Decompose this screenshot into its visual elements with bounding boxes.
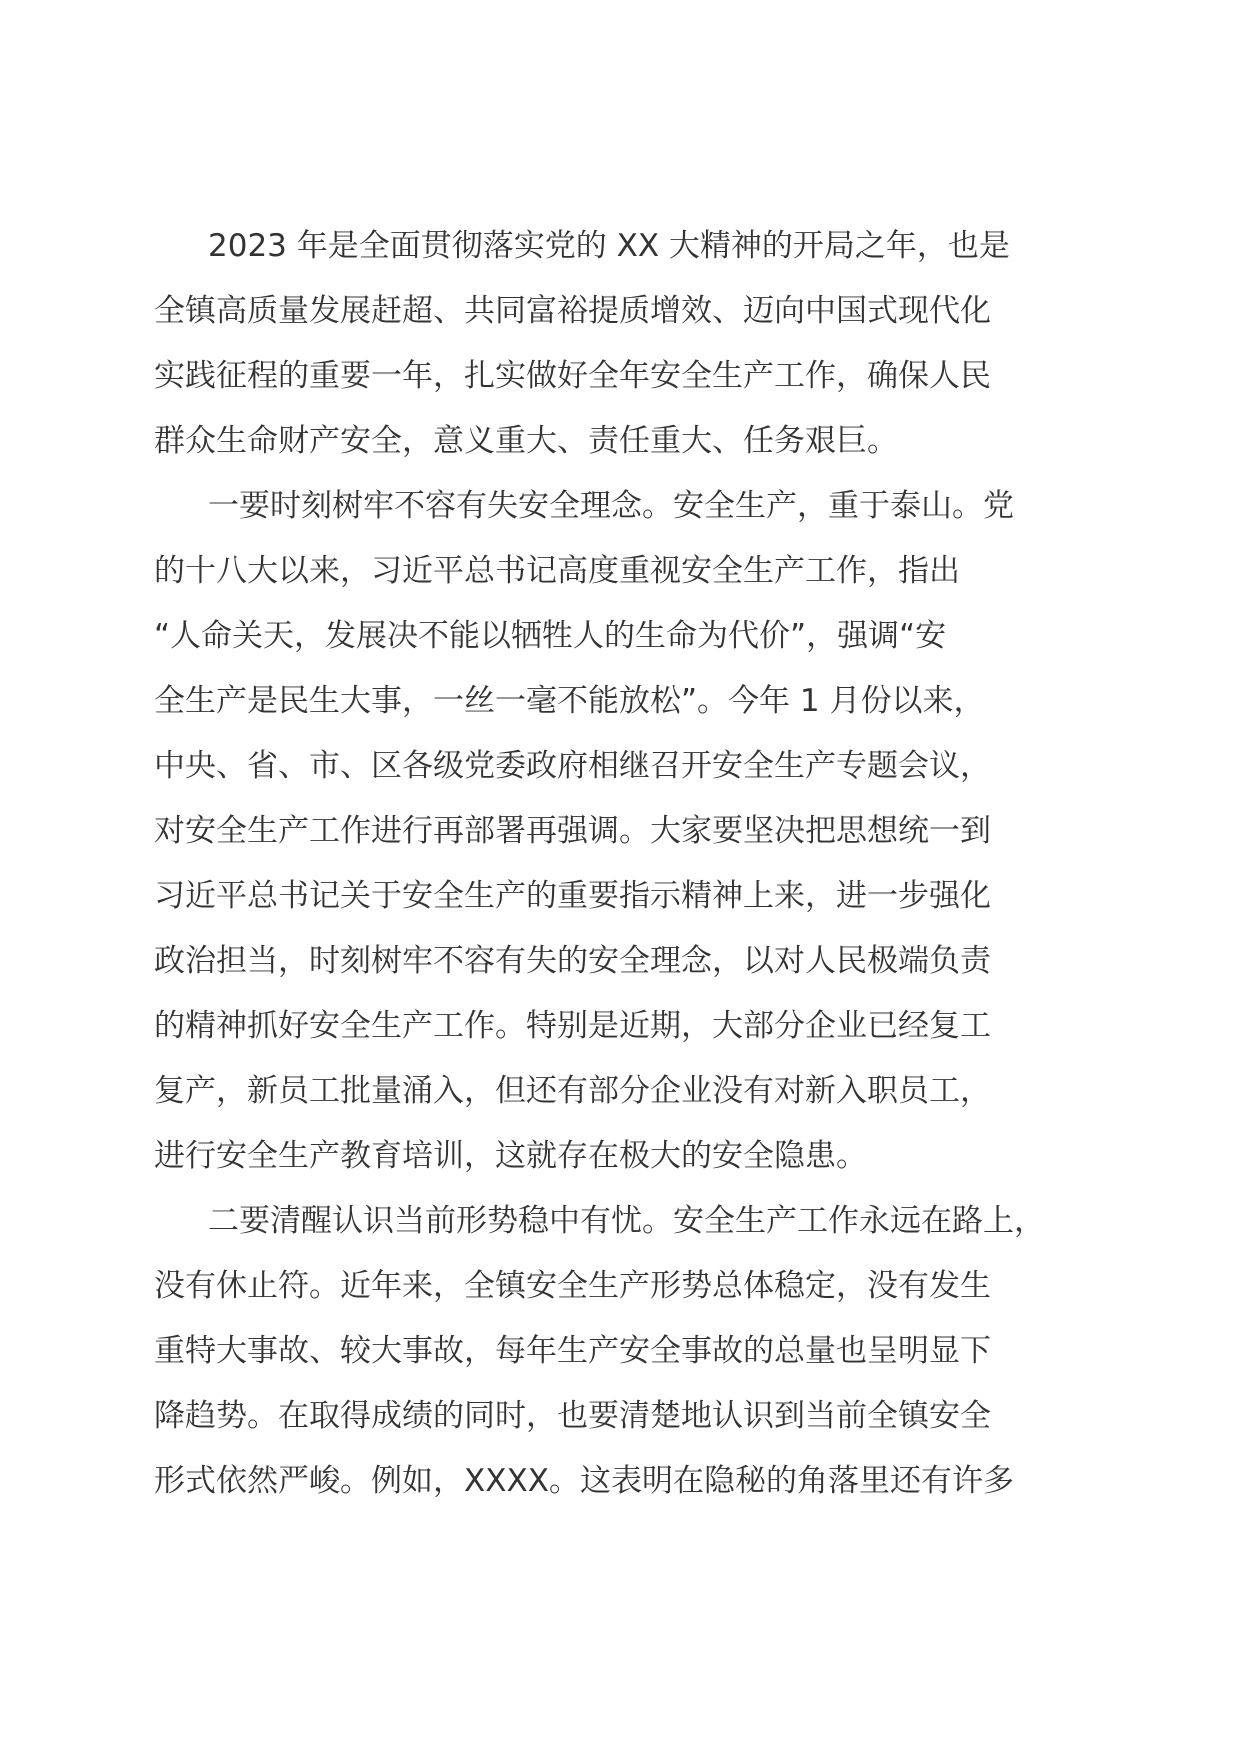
paragraph-2-line-4: 全生产是民生大事，一丝一毫不能放松”。今年 1 月份以来， <box>154 683 985 719</box>
paragraph-3-line-1: 二要清醒认识当前形势稳中有忧。安全生产工作永远在路上， <box>208 1203 1045 1239</box>
paragraph-3-line-5: 形式依然严峻。例如，XXXX。这表明在隐秘的角落里还有许多 <box>154 1463 1014 1499</box>
paragraph-2-line-2: 的十八大以来，习近平总书记高度重视安全生产工作，指出 <box>154 553 960 589</box>
paragraph-2-line-1: 一要时刻树牢不容有失安全理念。安全生产，重于泰山。党 <box>208 488 1014 524</box>
paragraph-2-line-10: 复产，新员工批量涌入，但还有部分企业没有对新入职员工， <box>154 1073 991 1109</box>
paragraph-3-line-2: 没有休止符。近年来，全镇安全生产形势总体稳定，没有发生 <box>154 1268 991 1304</box>
paragraph-2-line-8: 政治担当，时刻树牢不容有失的安全理念，以对人民极端负责 <box>154 943 991 979</box>
paragraph-2-line-6: 对安全生产工作进行再部署再强调。大家要坚决把思想统一到 <box>154 813 991 849</box>
paragraph-1-line-4: 群众生命财产安全，意义重大、责任重大、任务艰巨。 <box>154 423 898 459</box>
paragraph-2-line-7: 习近平总书记关于安全生产的重要指示精神上来，进一步强化 <box>154 878 991 914</box>
paragraph-1-line-1: 2023 年是全面贯彻落实党的 XX 大精神的开局之年，也是 <box>208 228 1010 264</box>
paragraph-2-line-3: “人命关天，发展决不能以牺牲人的生命为代价”，强调“安 <box>154 618 947 654</box>
paragraph-3-line-3: 重特大事故、较大事故，每年生产安全事故的总量也呈明显下 <box>154 1333 991 1369</box>
paragraph-2-line-5: 中央、省、市、区各级党委政府相继召开安全生产专题会议， <box>154 748 991 784</box>
paragraph-3-line-4: 降趋势。在取得成绩的同时，也要清楚地认识到当前全镇安全 <box>154 1398 991 1434</box>
paragraph-1-line-3: 实践征程的重要一年，扎实做好全年安全生产工作，确保人民 <box>154 358 991 394</box>
paragraph-2-line-9: 的精神抓好安全生产工作。特别是近期，大部分企业已经复工 <box>154 1008 991 1044</box>
paragraph-2-line-11: 进行安全生产教育培训，这就存在极大的安全隐患。 <box>154 1138 867 1174</box>
paragraph-1-line-2: 全镇高质量发展赶超、共同富裕提质增效、迈向中国式现代化 <box>154 293 991 329</box>
